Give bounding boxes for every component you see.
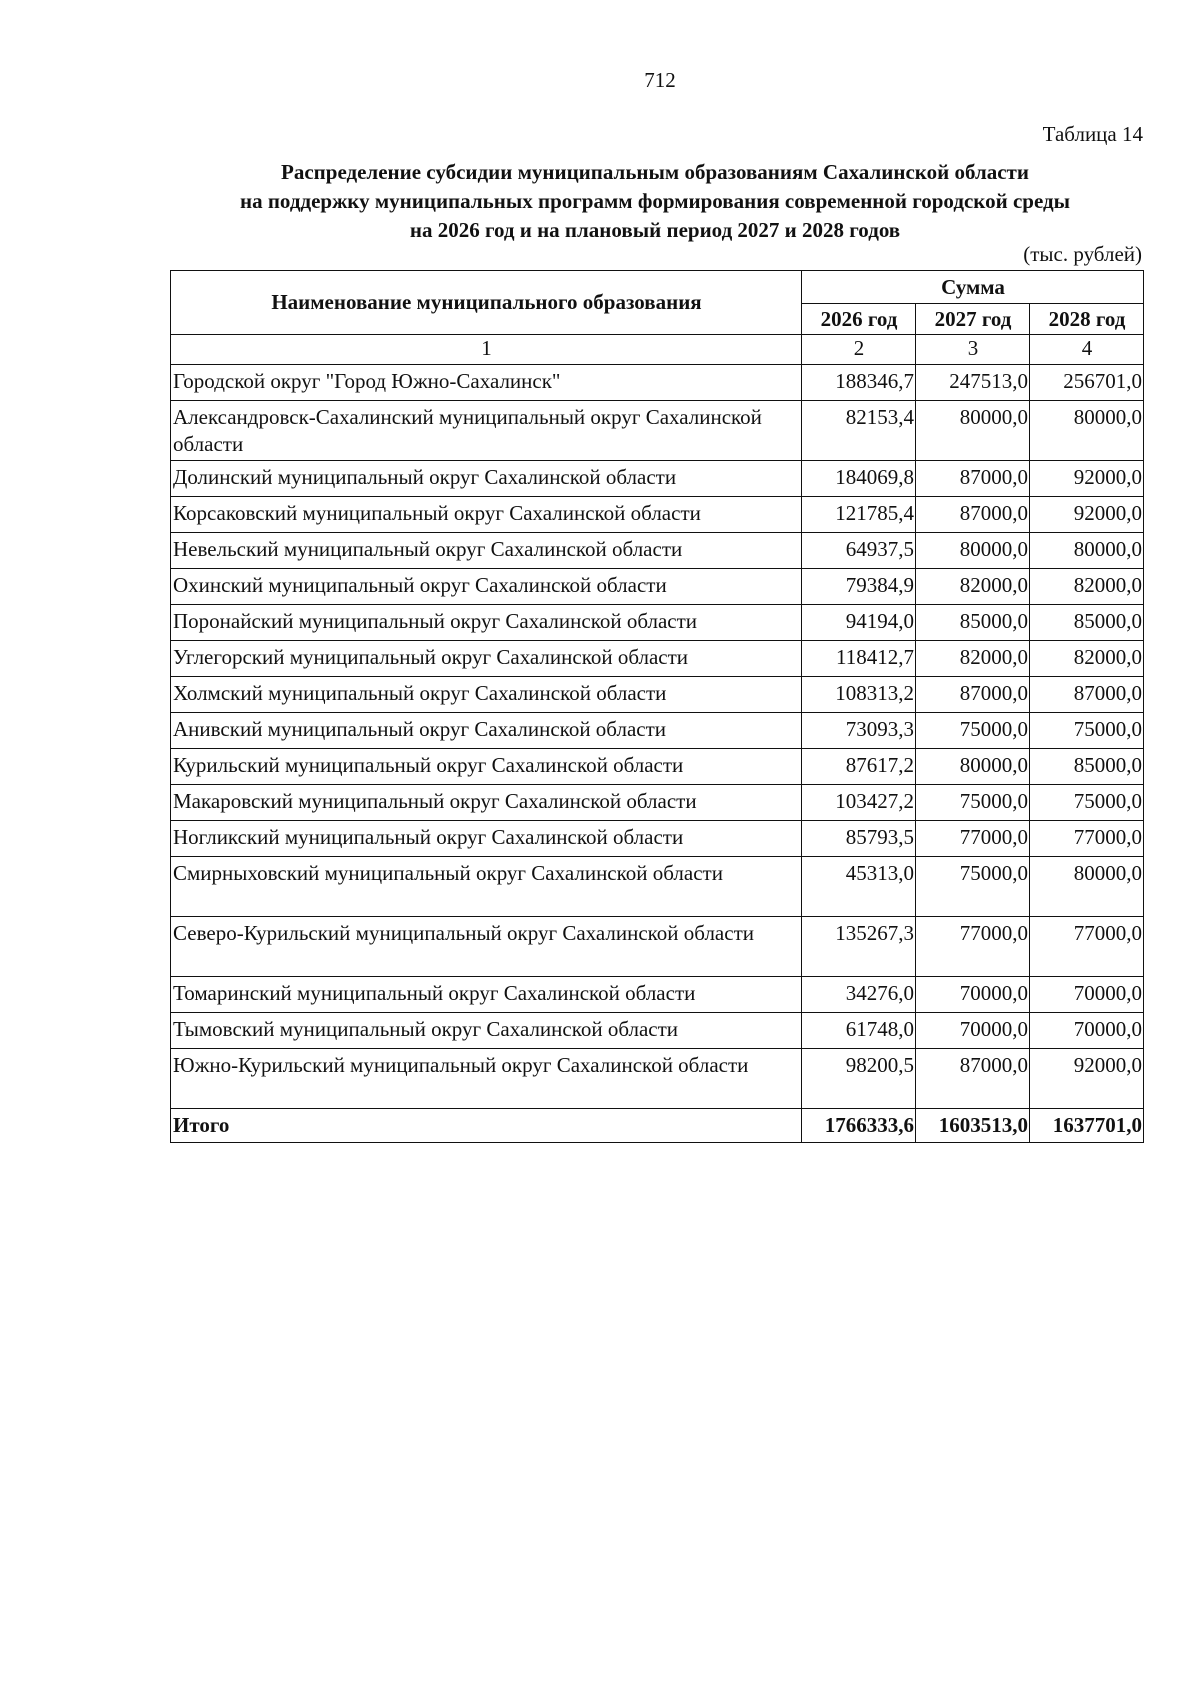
value-2027: 87000,0 xyxy=(916,677,1030,713)
value-2027: 75000,0 xyxy=(916,857,1030,917)
value-2026: 73093,3 xyxy=(802,713,916,749)
value-2028: 70000,0 xyxy=(1030,977,1144,1013)
column-header-name: Наименование муниципального образования xyxy=(171,271,802,335)
value-2026: 34276,0 xyxy=(802,977,916,1013)
value-2028: 85000,0 xyxy=(1030,749,1144,785)
municipality-name: Холмский муниципальный округ Сахалинской области xyxy=(171,677,802,713)
table-row xyxy=(171,365,1144,401)
value-2026: 118412,7 xyxy=(802,641,916,677)
table-row xyxy=(171,1013,1144,1049)
column-number: 2 xyxy=(802,335,916,365)
column-number: 4 xyxy=(1030,335,1144,365)
total-2027: 1603513,0 xyxy=(916,1109,1030,1143)
value-2027: 75000,0 xyxy=(916,713,1030,749)
value-2026: 121785,4 xyxy=(802,497,916,533)
table-row xyxy=(171,713,1144,749)
value-2028: 75000,0 xyxy=(1030,785,1144,821)
value-2027: 75000,0 xyxy=(916,785,1030,821)
value-2026: 82153,4 xyxy=(802,401,916,461)
table-row xyxy=(171,401,1144,461)
value-2028: 82000,0 xyxy=(1030,569,1144,605)
column-header-sum: Сумма xyxy=(802,271,1144,304)
table-row xyxy=(171,461,1144,497)
value-2026: 61748,0 xyxy=(802,1013,916,1049)
value-2028: 92000,0 xyxy=(1030,1049,1144,1109)
municipality-name: Северо-Курильский муниципальный округ Сахалинской области xyxy=(171,917,802,977)
value-2028: 80000,0 xyxy=(1030,857,1144,917)
municipality-name: Охинский муниципальный округ Сахалинской области xyxy=(171,569,802,605)
value-2027: 87000,0 xyxy=(916,1049,1030,1109)
value-2028: 77000,0 xyxy=(1030,917,1144,977)
table-row xyxy=(171,677,1144,713)
value-2026: 87617,2 xyxy=(802,749,916,785)
municipality-name: Углегорский муниципальный округ Сахалинской области xyxy=(171,641,802,677)
value-2027: 82000,0 xyxy=(916,641,1030,677)
value-2028: 85000,0 xyxy=(1030,605,1144,641)
table-row xyxy=(171,497,1144,533)
value-2028: 77000,0 xyxy=(1030,821,1144,857)
value-2027: 80000,0 xyxy=(916,749,1030,785)
value-2026: 184069,8 xyxy=(802,461,916,497)
value-2027: 87000,0 xyxy=(916,497,1030,533)
value-2026: 135267,3 xyxy=(802,917,916,977)
total-2028: 1637701,0 xyxy=(1030,1109,1144,1143)
total-label: Итого xyxy=(171,1109,802,1143)
value-2026: 45313,0 xyxy=(802,857,916,917)
table-body xyxy=(171,335,1144,1143)
table-label: Таблица 14 xyxy=(1042,122,1143,146)
table-row xyxy=(171,1049,1144,1109)
total-2026: 1766333,6 xyxy=(802,1109,916,1143)
municipality-name: Корсаковский муниципальный округ Сахалинской области xyxy=(171,497,802,533)
table-row xyxy=(171,605,1144,641)
column-header-year: 2026 год xyxy=(802,304,916,335)
value-2027: 82000,0 xyxy=(916,569,1030,605)
municipality-name: Поронайский муниципальный округ Сахалинской области xyxy=(171,605,802,641)
municipality-name: Томаринский муниципальный округ Сахалинской области xyxy=(171,977,802,1013)
table-row xyxy=(171,749,1144,785)
table-row xyxy=(171,533,1144,569)
value-2026: 108313,2 xyxy=(802,677,916,713)
municipality-name: Тымовский муниципальный округ Сахалинской области xyxy=(171,1013,802,1049)
municipality-name: Макаровский муниципальный округ Сахалинской области xyxy=(171,785,802,821)
column-number-row xyxy=(171,335,1144,365)
table-row xyxy=(171,917,1144,977)
municipality-name: Анивский муниципальный округ Сахалинской области xyxy=(171,713,802,749)
value-2026: 103427,2 xyxy=(802,785,916,821)
value-2026: 98200,5 xyxy=(802,1049,916,1109)
title-line: на 2026 год и на плановый период 2027 и 2028 годов xyxy=(409,218,901,242)
value-2027: 77000,0 xyxy=(916,821,1030,857)
value-2028: 92000,0 xyxy=(1030,497,1144,533)
column-number: 3 xyxy=(916,335,1030,365)
title-line: Распределение субсидии муниципальным образованиям Сахалинской области xyxy=(281,160,1029,184)
municipality-name: Невельский муниципальный округ Сахалинской области xyxy=(171,533,802,569)
value-2027: 87000,0 xyxy=(916,461,1030,497)
table-row xyxy=(171,857,1144,917)
value-2027: 77000,0 xyxy=(916,917,1030,977)
total-row xyxy=(171,1109,1144,1143)
value-2028: 75000,0 xyxy=(1030,713,1144,749)
municipality-name: Смирныховский муниципальный округ Сахалинской области xyxy=(171,857,802,917)
municipality-name: Городской округ "Город Южно-Сахалинск" xyxy=(171,365,802,401)
page-number: 712 xyxy=(644,68,676,92)
value-2027: 85000,0 xyxy=(916,605,1030,641)
municipality-name: Долинский муниципальный округ Сахалинской области xyxy=(171,461,802,497)
value-2027: 80000,0 xyxy=(916,533,1030,569)
table-row xyxy=(171,569,1144,605)
value-2027: 80000,0 xyxy=(916,401,1030,461)
value-2026: 188346,7 xyxy=(802,365,916,401)
value-2027: 70000,0 xyxy=(916,1013,1030,1049)
value-2026: 85793,5 xyxy=(802,821,916,857)
subsidy-table xyxy=(170,270,1144,1143)
municipality-name: Ногликский муниципальный округ Сахалинской области xyxy=(171,821,802,857)
value-2027: 247513,0 xyxy=(916,365,1030,401)
value-2028: 82000,0 xyxy=(1030,641,1144,677)
value-2028: 87000,0 xyxy=(1030,677,1144,713)
column-number: 1 xyxy=(171,335,802,365)
table-row xyxy=(171,977,1144,1013)
table-row xyxy=(171,641,1144,677)
column-header-year: 2028 год xyxy=(1030,304,1144,335)
table-row xyxy=(171,821,1144,857)
municipality-name: Курильский муниципальный округ Сахалинской области xyxy=(171,749,802,785)
units-label: (тыс. рублей) xyxy=(1023,242,1142,266)
value-2028: 80000,0 xyxy=(1030,533,1144,569)
value-2028: 256701,0 xyxy=(1030,365,1144,401)
value-2027: 70000,0 xyxy=(916,977,1030,1013)
value-2026: 94194,0 xyxy=(802,605,916,641)
table-row xyxy=(171,785,1144,821)
municipality-name: Александровск-Сахалинский муниципальный округ Сахалинской области xyxy=(171,401,802,461)
title-line: на поддержку муниципальных программ формирования современной городской среды xyxy=(239,189,1071,213)
document-title xyxy=(160,158,1150,245)
value-2026: 79384,9 xyxy=(802,569,916,605)
municipality-name: Южно-Курильский муниципальный округ Сахалинской области xyxy=(171,1049,802,1109)
value-2028: 80000,0 xyxy=(1030,401,1144,461)
value-2026: 64937,5 xyxy=(802,533,916,569)
column-header-year: 2027 год xyxy=(916,304,1030,335)
value-2028: 70000,0 xyxy=(1030,1013,1144,1049)
value-2028: 92000,0 xyxy=(1030,461,1144,497)
